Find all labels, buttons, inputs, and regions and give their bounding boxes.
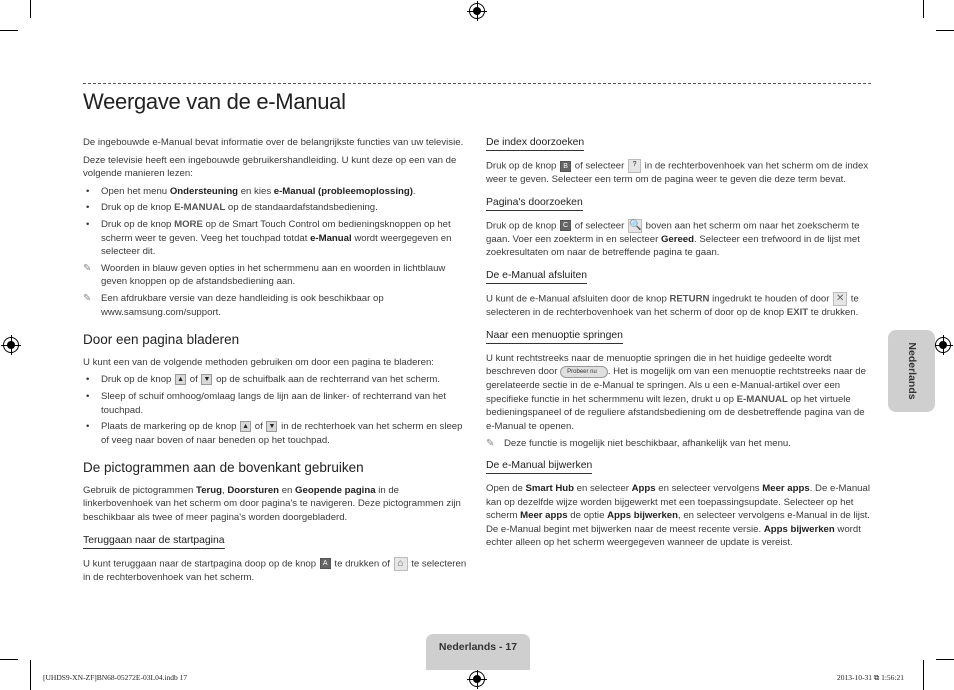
registration-mark-icon xyxy=(469,3,485,19)
note-pencil-icon: ✎ xyxy=(83,262,92,274)
note: ✎ Een afdrukbare versie van deze handleiding is ook beschikbaar op www.samsung.com/support. xyxy=(83,292,384,318)
subsection-heading: De index doorzoeken xyxy=(486,137,584,151)
left-column xyxy=(83,136,471,588)
try-now-button-icon: Probeer nu xyxy=(560,366,608,378)
section-paragraph: U kunt de e-Manual afsluiten door de knop RETURN ingedrukt te houden of door ✕ te selecteren in de rechterbovenhoek van het scherm of door op de knop EXIT te drukken. xyxy=(486,293,859,319)
intro-paragraph: Deze televisie heeft een ingebouwde gebruikershandleiding. U kunt deze op een van de volgende manieren lezen: xyxy=(83,154,457,180)
crop-mark xyxy=(923,0,924,18)
subsection-heading: De e-Manual bijwerken xyxy=(486,460,592,474)
scroll-up-icon: ▲ xyxy=(175,374,186,385)
registration-mark-icon xyxy=(3,337,19,353)
title-rule xyxy=(83,83,871,84)
close-icon: ✕ xyxy=(833,292,847,306)
access-methods-list xyxy=(83,185,471,259)
list-item: • Druk op de knop E-MANUAL op de standaardafstandsbediening. xyxy=(83,201,471,215)
page-title: Weergave van de e-Manual xyxy=(83,89,346,114)
crop-mark xyxy=(0,30,18,31)
list-item: • Open het menu Ondersteuning en kies e-Manual (probleemoplossing). xyxy=(83,185,471,199)
section-paragraph: Druk op de knop C of selecteer 🔍 boven aan het scherm om naar het zoekscherm te gaan. Voer een zoekterm in en selecteer Gereed. Selecteer een trefwoord in de lijst met zoekresultaten om naar de betreffende pagina te gaan. xyxy=(486,219,860,259)
scroll-down-icon: ▼ xyxy=(201,374,212,385)
page-number: Nederlands - 17 xyxy=(426,634,530,670)
index-help-icon: ? xyxy=(628,159,641,173)
note: ✎ Woorden in blauw geven opties in het schermmenu aan en woorden in lichtblauw geven knoppen op de afstandsbediening aan. xyxy=(83,262,446,288)
subsection-heading: Naar een menuoptie springen xyxy=(486,330,623,344)
registration-mark-icon xyxy=(935,337,951,353)
crop-mark xyxy=(923,660,924,690)
scroll-up-icon: ▲ xyxy=(240,421,251,432)
language-side-tab: Nederlands xyxy=(888,330,935,412)
scroll-methods-list xyxy=(83,373,471,447)
section-paragraph: U kunt een van de volgende methoden gebruiken om door een pagina te bladeren: xyxy=(83,356,434,368)
section-paragraph: U kunt teruggaan naar de startpagina doop op de knop A te drukken of ⌂ te selecteren in de rechterbovenhoek van het scherm. xyxy=(83,557,467,583)
section-paragraph: Open de Smart Hub en selecteer Apps en selecteer vervolgens Meer apps. De e-Manual kan op dezelfde wijze worden bijgewerkt met een toepassingsupdate. Selecteer op het scherm Meer apps de optie Apps bijwerken, en selecteer vervolgens e-Manual in de lijst. De e-Manual begint met bijwerken naar de meest recente versie. Apps bijwerken wordt echter alleen op het scherm weergegeven wanneer de update is vereist. xyxy=(486,482,870,549)
print-slug-date: 2013-10-31 ⧉ 1:56:21 xyxy=(837,673,905,682)
note-pencil-icon: ✎ xyxy=(83,292,92,304)
list-item: • Druk op de knop ▲ of ▼ op de schuifbalk aan de rechterrand van het scherm. xyxy=(83,373,471,387)
crop-mark xyxy=(936,30,954,31)
crop-mark xyxy=(936,659,954,660)
intro-paragraph: De ingebouwde e-Manual bevat informatie over de belangrijkste functies van uw televisie. xyxy=(83,137,464,148)
b-key-icon: B xyxy=(560,161,571,172)
c-key-icon: C xyxy=(560,220,571,231)
section-heading: Door een pagina bladeren xyxy=(83,332,240,348)
home-icon: ⌂ xyxy=(394,557,408,571)
list-item: • Plaats de markering op de knop ▲ of ▼ in de rechterhoek van het scherm en sleep of veeg naar boven of naar beneden op het touchpad. xyxy=(83,420,471,447)
print-slug-file: [UHDS9-XN-ZF]BN68-05272E-03L04.indb 17 xyxy=(43,673,188,682)
list-item: • Druk op de knop MORE op de Smart Touch Control om bedieningsknoppen op het scherm weer te geven. Veeg het touchpad totdat e-Manual wordt weergegeven en selecteer dit. xyxy=(83,218,471,259)
right-column xyxy=(486,136,874,554)
section-heading: De pictogrammen aan de bovenkant gebruiken xyxy=(83,460,364,476)
note-pencil-icon: ✎ xyxy=(486,438,495,450)
section-paragraph: Gebruik de pictogrammen Terug, Doorsturen en Geopende pagina in de linkerbovenhoek van het scherm om door pagina's te navigeren. Deze pictogrammen zijn beschikbaar als twee of meer pagina's worden doorgebladerd. xyxy=(83,484,461,524)
crop-mark xyxy=(0,659,18,660)
note: ✎ Deze functie is mogelijk niet beschikbaar, afhankelijk van het menu. xyxy=(486,438,791,450)
search-icon: 🔍 xyxy=(629,219,642,231)
crop-mark xyxy=(30,0,31,18)
section-paragraph: Druk op de knop B of selecteer ? in de rechterbovenhoek van het scherm om de index weer te geven. Selecteer een term om de pagina weer te geven die deze term bevat. xyxy=(486,160,869,186)
list-item: • Sleep of schuif omhoog/omlaag langs de lijn aan de linker- of rechterrand van het touchpad. xyxy=(83,390,471,417)
section-paragraph: U kunt rechtstreeks naar de menuoptie springen die in het huidige gedeelte wordt beschreven door Probeer nu . Het is mogelijk om van een menuoptie rechtstreeks naar de gerelateerde sectie in de e-Manual te springen. Als u een e-Manual-artikel over een specifieke functie in het schermmenu wilt lezen, drukt u op E-MANUAL op het virtuele bedieningspaneel of de reguliere afstandsbediening om de desbetreffende pagina van de e-Manual te openen. xyxy=(486,352,866,432)
scroll-down-icon: ▼ xyxy=(266,421,277,432)
a-key-icon: A xyxy=(320,558,331,569)
crop-mark xyxy=(30,660,31,690)
subsection-heading: Pagina's doorzoeken xyxy=(486,197,583,211)
registration-mark-icon xyxy=(469,671,485,687)
subsection-heading: Teruggaan naar de startpagina xyxy=(83,535,225,549)
subsection-heading: De e-Manual afsluiten xyxy=(486,270,587,284)
